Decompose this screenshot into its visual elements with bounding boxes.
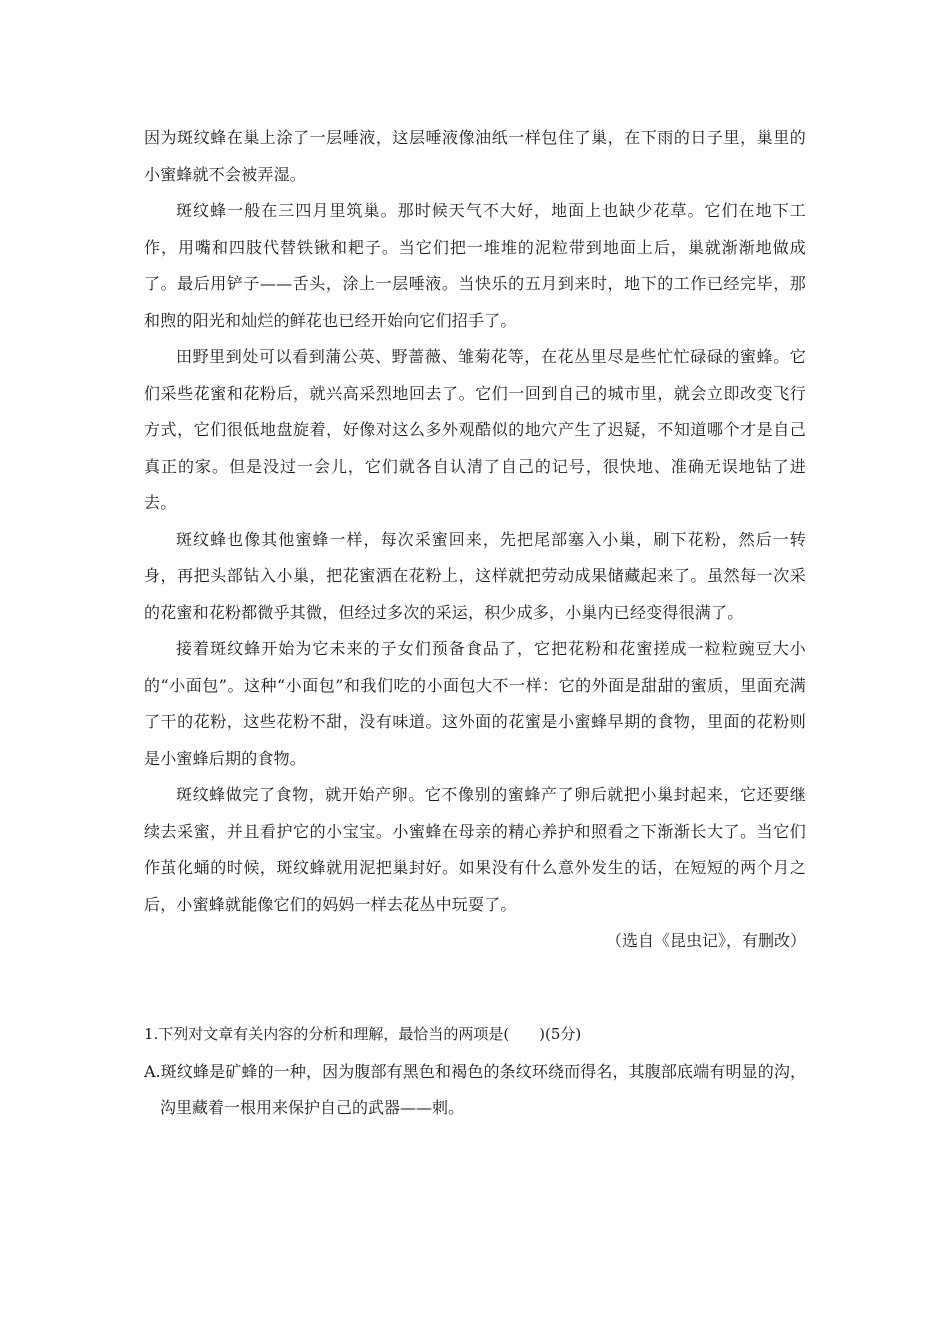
option-a-label: A.	[144, 1061, 161, 1081]
question-block	[144, 1018, 806, 1126]
article	[144, 120, 806, 960]
option-a	[144, 1054, 806, 1126]
section-gap	[144, 960, 806, 1018]
paragraph-5: 接着斑纹蜂开始为它未来的子女们预备食品了，它把花粉和花蜜搓成一粒粒豌豆大小的“小面包”。这种“小面包”和我们吃的小面包大不一样：它的外面是甜甜的蜜质，里面充满了干的花粉，这些花粉不甜，没有味道。这外面的花蜜是小蜜蜂早期的食物，里面的花粉则是小蜜蜂后期的食物。	[144, 639, 806, 768]
paragraph-6: 斑纹蜂做完了食物，就开始产卵。它不像别的蜜蜂产了卵后就把小巢封起来，它还要继续去采蜜，并且看护它的小宝宝。小蜜蜂在母亲的精心养护和照看之下渐渐长大了。当它们作茧化蛹的时候，斑纹蜂就用泥把巢封好。如果没有什么意外发生的话，在短短的两个月之后，小蜜蜂就能像它们的妈妈一样去花丛中玩耍了。	[144, 785, 806, 914]
paragraph-1: 因为斑纹蜂在巢上涂了一层唾液，这层唾液像油纸一样包住了巢，在下雨的日子里，巢里的小蜜蜂就不会被弄湿。	[144, 128, 806, 184]
question-stem: 1.下列对文章有关内容的分析和理解，最恰当的两项是( )(5分)	[144, 1024, 582, 1043]
option-a-text: 斑纹蜂是矿蜂的一种，因为腹部有黑色和褐色的条纹环绕而得名，其腹部底端有明显的沟，沟里藏着一根用来保护自己的武器——刺。	[160, 1061, 806, 1117]
paragraph-3: 田野里到处可以看到蒲公英、野蔷薇、雏菊花等，在花丛里尽是些忙忙碌碌的蜜蜂。它们采些花蜜和花粉后，就兴高采烈地回去了。它们一回到自己的城市里，就会立即改变飞行方式，它们很低地盘旋着，好像对这么多外观酷似的地穴产生了迟疑，不知道哪个才是自己真正的家。但是没过一会儿，它们就各自认清了自己的记号，很快地、准确无误地钻了进去。	[144, 347, 806, 512]
paragraph-2: 斑纹蜂一般在三四月里筑巢。那时候天气不大好，地面上也缺少花草。它们在地下工作，用嘴和四肢代替铁锹和耙子。当它们把一堆堆的泥粒带到地面上后，巢就渐渐地做成了。最后用铲子——舌头，涂上一层唾液。当快乐的五月到来时，地下的工作已经完毕，那和煦的阳光和灿烂的鲜花也已经开始向它们招手了。	[144, 201, 806, 330]
document-page	[144, 120, 806, 1126]
paragraph-4: 斑纹蜂也像其他蜜蜂一样，每次采蜜回来，先把尾部塞入小巢，刷下花粉，然后一转身，再把头部钻入小巢，把花蜜洒在花粉上，这样就把劳动成果储藏起来了。虽然每一次采的花蜜和花粉都微乎其微，但经过多次的采运，积少成多，小巢内已经变得很满了。	[144, 529, 806, 622]
source-citation: （选自《昆虫记》，有删改）	[605, 931, 806, 950]
